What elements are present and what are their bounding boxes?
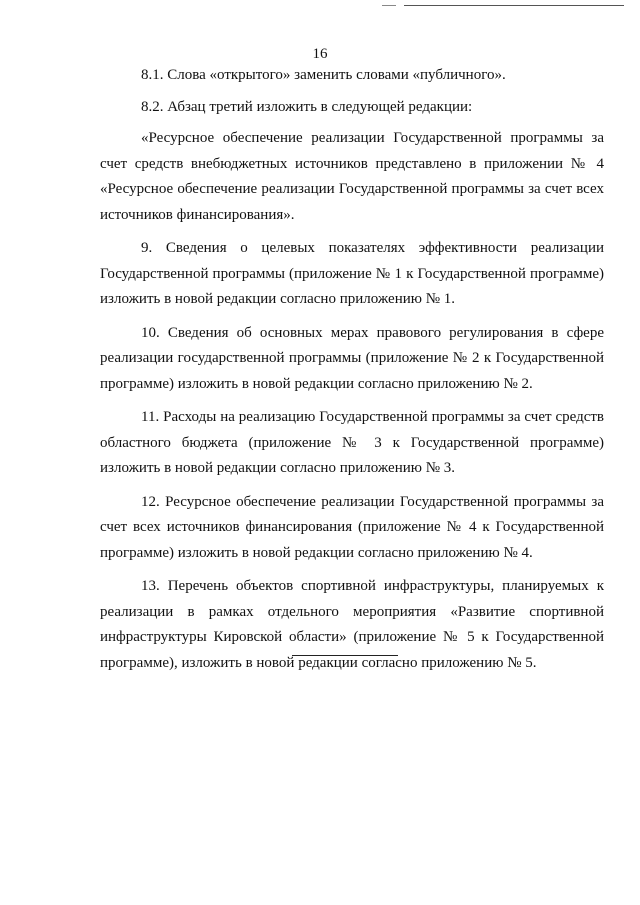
document-body — [100, 63, 604, 684]
paragraph-13: 13. Перечень объектов спортивной инфраструктуры, планируемых к реализации в рамках отдельного мероприятия «Развитие спортивной инфраструктуры Кировской области» (приложение № 5 к Государственной программе), изложить в новой редакции согласно приложению № 5. — [100, 578, 604, 671]
top-margin-mark — [382, 5, 396, 6]
top-margin-rule — [404, 5, 624, 6]
page-number: 16 — [312, 46, 328, 62]
paragraph-8-1: 8.1. Слова «открытого» заменить словами «публичного». — [141, 67, 506, 83]
paragraph-9: 9. Сведения о целевых показателях эффективности реализации Государственной программы (приложение № 1 к Государственной программе) изложить в новой редакции согласно приложению № 1. — [100, 240, 604, 307]
paragraph-11: 11. Расходы на реализацию Государственной программы за счет средств областного бюджета (приложение № 3 к Государственной программе) изложить в новой редакции согласно приложению № 3. — [100, 409, 604, 476]
paragraph-10: 10. Сведения об основных мерах правового регулирования в сфере реализации государственной программы (приложение № 2 к Государственной программе) изложить в новой редакции согласно приложению № 2. — [100, 324, 604, 392]
paragraph-12: 12. Ресурсное обеспечение реализации Государственной программы за счет всех источников финансирования (приложение № 4 к Государственной программе) изложить в новой редакции согласно приложению № 4. — [100, 493, 604, 561]
paragraph-8-2: 8.2. Абзац третий изложить в следующей редакции: — [141, 98, 473, 115]
end-of-document-rule — [292, 655, 398, 656]
paragraph-8-2-quote: «Ресурсное обеспечение реализации Государственной программы за счет средств внебюджетных источников представлено в приложении № 4 «Ресурсное обеспечение реализации Государственной программы за счет всех источников финансирования». — [100, 130, 604, 223]
